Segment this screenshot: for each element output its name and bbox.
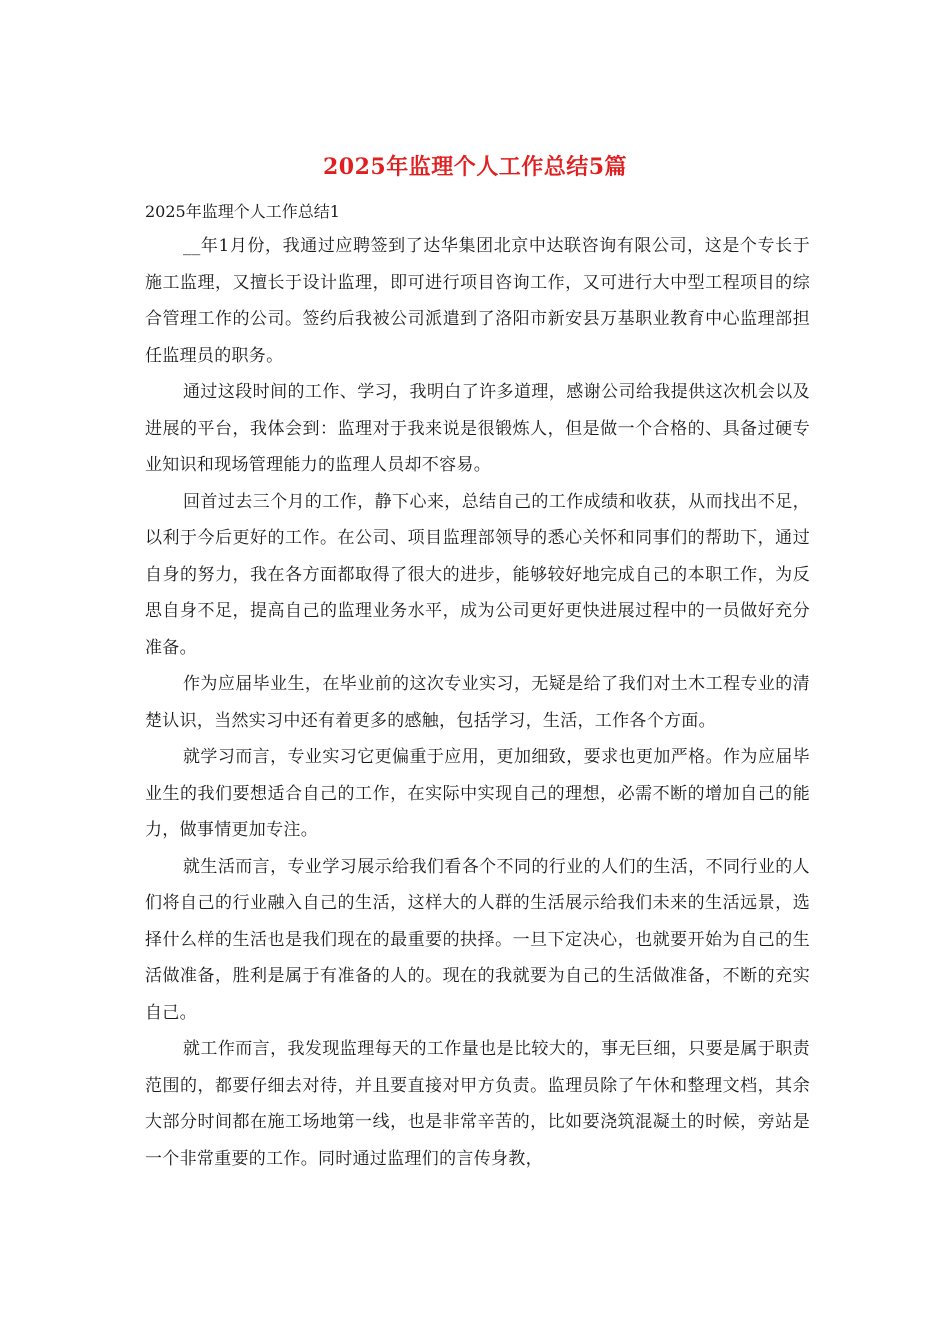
document-body xyxy=(145,197,810,1177)
section-heading: 2025年监理个人工作总结1 xyxy=(145,202,340,221)
paragraph: 通过这段时间的工作、学习，我明白了许多道理，感谢公司给我提供这次机会以及进展的平台，我体会到：监理对于我来说是很锻炼人，但是做一个合格的、具备过硬专业知识和现场管理能力的监理人员却不容易。 xyxy=(145,382,810,475)
paragraph: 作为应届毕业生，在毕业前的这次专业实习，无疑是给了我们对土木工程专业的清楚认识，当然实习中还有着更多的感触，包括学习，生活，工作各个方面。 xyxy=(145,674,810,731)
paragraph: 回首过去三个月的工作，静下心来，总结自己的工作成绩和收获，从而找出不足，以利于今后更好的工作。在公司、项目监理部领导的悉心关怀和同事们的帮助下，通过自身的努力，我在各方面都取得了很大的进步，能够较好地完成自己的本职工作，为反思自身不足，提高自己的监理业务水平，成为公司更好更快进展过程中的一员做好充分准备。 xyxy=(145,491,810,658)
paragraph: 就学习而言，专业实习它更偏重于应用，更加细致，要求也更加严格。作为应届毕业生的我们要想适合自己的工作，在实际中实现自己的理想，必需不断的增加自己的能力，做事情更加专注。 xyxy=(145,747,810,840)
paragraph: __年1月份，我通过应聘签到了达华集团北京中达联咨询有限公司，这是个专长于施工监理，又擅长于设计监理，即可进行项目咨询工作，又可进行大中型工程项目的综合管理工作的公司。签约后我被公司派遣到了洛阳市新安县万基职业教育中心监理部担任监理员的职务。 xyxy=(145,236,810,366)
paragraph: 就工作而言，我发现监理每天的工作量也是比较大的，事无巨细，只要是属于职责范围的，都要仔细去对待，并且要直接对甲方负责。监理员除了午休和整理文档，其余大部分时间都在施工场地第一线，也是非常辛苦的，比如要浇筑混凝土的时候，旁站是一个非常重要的工作。同时通过监理们的言传身教， xyxy=(145,1039,810,1169)
document-title: 2025年监理个人工作总结5篇 xyxy=(322,154,628,180)
paragraph: 就生活而言，专业学习展示给我们看各个不同的行业的人们的生活，不同行业的人们将自己的行业融入自己的生活，这样大的人群的生活展示给我们未来的生活远景，选择什么样的生活也是我们现在的最重要的抉择。一旦下定决心，也就要开始为自己的生活做准备，胜利是属于有准备的人的。现在的我就要为自己的生活做准备，不断的充实自己。 xyxy=(145,856,810,1023)
